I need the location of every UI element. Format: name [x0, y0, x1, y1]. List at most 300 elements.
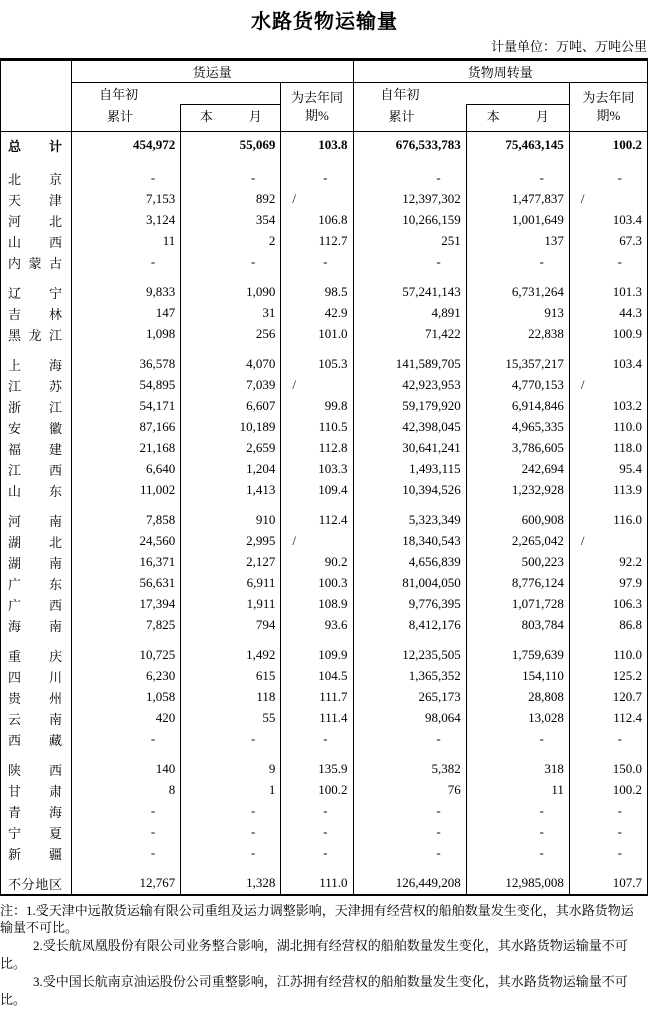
value-cell: -	[569, 729, 647, 750]
region-cell	[1, 231, 72, 252]
value-cell: 1,058	[72, 687, 181, 708]
value-cell: 11	[466, 780, 569, 801]
spacer-cell	[281, 159, 353, 168]
region-label: 重庆	[8, 648, 62, 664]
value-cell: 103.8	[281, 132, 353, 159]
table-row	[1, 645, 648, 666]
value-cell: 4,965,335	[466, 417, 569, 438]
region-label: 福建	[8, 441, 62, 457]
value-cell: 18,340,543	[353, 531, 466, 552]
spacer-row	[1, 273, 648, 282]
value-cell: 892	[181, 189, 281, 210]
value-cell: 104.5	[281, 666, 353, 687]
value-cell: 8	[72, 780, 181, 801]
region-cell	[1, 822, 72, 843]
value-cell: -	[353, 822, 466, 843]
spacer-cell	[72, 636, 181, 645]
value-cell: 4,770,153	[466, 375, 569, 396]
spacer-cell	[281, 501, 353, 510]
region-cell	[1, 666, 72, 687]
value-cell: 913	[466, 303, 569, 324]
value-cell: 110.0	[569, 645, 647, 666]
value-cell: 154,110	[466, 666, 569, 687]
value-cell: 101.0	[281, 324, 353, 345]
value-cell: 103.2	[569, 396, 647, 417]
value-cell: 56,631	[72, 573, 181, 594]
value-cell: 16,371	[72, 552, 181, 573]
header-yoy-percent-turnover	[569, 83, 647, 132]
spacer-cell	[569, 501, 647, 510]
region-cell	[1, 417, 72, 438]
spacer-cell	[281, 636, 353, 645]
table-row	[1, 210, 648, 231]
value-cell: 100.3	[281, 573, 353, 594]
report-page	[0, 5, 649, 1009]
value-cell: 10,266,159	[353, 210, 466, 231]
value-cell: 2,659	[181, 438, 281, 459]
spacer-cell	[1, 273, 72, 282]
value-cell: 103.4	[569, 210, 647, 231]
spacer-cell	[353, 501, 466, 510]
value-cell: 110.0	[569, 417, 647, 438]
table-row	[1, 189, 648, 210]
value-cell: 1,413	[181, 480, 281, 501]
header-current-month-turnover	[466, 105, 569, 132]
value-cell: 111.7	[281, 687, 353, 708]
region-label: 湖北	[8, 534, 62, 550]
table-row	[1, 708, 648, 729]
value-cell: 11	[72, 231, 181, 252]
value-cell: 140	[72, 759, 181, 780]
value-cell: -	[466, 822, 569, 843]
spacer-cell	[281, 750, 353, 759]
value-cell: 24,560	[72, 531, 181, 552]
value-cell: 1,365,352	[353, 666, 466, 687]
region-cell	[1, 708, 72, 729]
region-label: 陕西	[8, 762, 62, 778]
value-cell: 5,382	[353, 759, 466, 780]
spacer-cell	[353, 750, 466, 759]
region-label: 上海	[8, 357, 62, 373]
value-cell: 9,833	[72, 282, 181, 303]
value-cell: 803,784	[466, 615, 569, 636]
spacer-cell	[353, 273, 466, 282]
region-label: 河南	[8, 513, 62, 529]
value-cell: 17,394	[72, 594, 181, 615]
region-label: 山西	[8, 234, 62, 250]
region-label: 贵州	[8, 690, 62, 706]
spacer-cell	[466, 636, 569, 645]
note-3: 3.受中国长航南京油运股份公司重整影响，江苏拥有经营权的船舶数量发生变化，其水路货物运输量不可比。	[0, 974, 628, 1008]
value-cell: 2,127	[181, 552, 281, 573]
table-row	[1, 132, 648, 159]
value-cell: 120.7	[569, 687, 647, 708]
value-cell: -	[181, 843, 281, 864]
value-cell: 30,641,241	[353, 438, 466, 459]
value-cell: 10,725	[72, 645, 181, 666]
value-cell: 354	[181, 210, 281, 231]
value-cell: 1,001,649	[466, 210, 569, 231]
region-label: 云南	[8, 711, 62, 727]
region-label: 内蒙古	[8, 255, 62, 271]
value-cell: 10,189	[181, 417, 281, 438]
value-cell: -	[181, 168, 281, 189]
table-row	[1, 324, 648, 345]
value-cell: 251	[353, 231, 466, 252]
region-label: 广东	[8, 576, 62, 592]
value-cell: 109.4	[281, 480, 353, 501]
region-cell	[1, 573, 72, 594]
yoy-label: 为去年同期%	[290, 89, 343, 123]
value-cell: 126,449,208	[353, 873, 466, 895]
value-cell: -	[72, 729, 181, 750]
spacer-cell	[72, 345, 181, 354]
value-cell: 113.9	[569, 480, 647, 501]
region-cell	[1, 615, 72, 636]
spacer-cell	[353, 345, 466, 354]
unit-note: 计量单位：万吨、万吨公里	[490, 39, 647, 54]
table-header	[1, 60, 648, 132]
table-row	[1, 843, 648, 864]
page-title: 水路货物运输量	[251, 11, 398, 33]
waterway-table	[0, 58, 648, 896]
table-row	[1, 168, 648, 189]
table-row	[1, 510, 648, 531]
value-cell: -	[281, 801, 353, 822]
value-cell: 12,397,302	[353, 189, 466, 210]
region-label: 广西	[8, 597, 62, 613]
value-cell: 112.4	[569, 708, 647, 729]
value-cell: 1,204	[181, 459, 281, 480]
spacer-cell	[72, 864, 181, 873]
spacer-row	[1, 501, 648, 510]
current-month-label: 本月	[199, 109, 262, 124]
value-cell: 112.7	[281, 231, 353, 252]
value-cell: /	[281, 189, 353, 210]
value-cell: 137	[466, 231, 569, 252]
value-cell: 106.3	[569, 594, 647, 615]
value-cell: 28,808	[466, 687, 569, 708]
table-row	[1, 666, 648, 687]
spacer-row	[1, 750, 648, 759]
table-row	[1, 573, 648, 594]
value-cell: 454,972	[72, 132, 181, 159]
region-label: 总计	[8, 138, 62, 154]
value-cell: 910	[181, 510, 281, 531]
region-label: 宁夏	[8, 825, 62, 841]
value-cell: 100.2	[281, 780, 353, 801]
spacer-cell	[569, 273, 647, 282]
value-cell: 6,640	[72, 459, 181, 480]
value-cell: 6,914,846	[466, 396, 569, 417]
spacer-cell	[1, 750, 72, 759]
value-cell: 1,911	[181, 594, 281, 615]
value-cell: 2,995	[181, 531, 281, 552]
table-row	[1, 615, 648, 636]
spacer-cell	[1, 345, 72, 354]
table-row	[1, 252, 648, 273]
table-row	[1, 822, 648, 843]
region-cell	[1, 645, 72, 666]
region-cell	[1, 459, 72, 480]
region-cell	[1, 843, 72, 864]
region-cell	[1, 282, 72, 303]
region-cell	[1, 438, 72, 459]
table-row	[1, 417, 648, 438]
spacer-cell	[181, 864, 281, 873]
value-cell: -	[353, 252, 466, 273]
region-cell	[1, 873, 72, 895]
value-cell: 7,858	[72, 510, 181, 531]
current-month-label: 本月	[486, 109, 549, 124]
value-cell: 36,578	[72, 354, 181, 375]
value-cell: 42,923,953	[353, 375, 466, 396]
value-cell: 116.0	[569, 510, 647, 531]
value-cell: 10,394,526	[353, 480, 466, 501]
value-cell: 54,895	[72, 375, 181, 396]
value-cell: 1	[181, 780, 281, 801]
header-cumulative-turnover: 累计	[388, 109, 415, 124]
spacer-cell	[181, 501, 281, 510]
region-cell	[1, 210, 72, 231]
value-cell: 105.3	[281, 354, 353, 375]
value-cell: 141,589,705	[353, 354, 466, 375]
value-cell: 256	[181, 324, 281, 345]
value-cell: -	[569, 801, 647, 822]
value-cell: -	[281, 252, 353, 273]
value-cell: 110.5	[281, 417, 353, 438]
value-cell: 1,477,837	[466, 189, 569, 210]
table-row	[1, 231, 648, 252]
value-cell: 9	[181, 759, 281, 780]
table-row	[1, 729, 648, 750]
region-label: 北京	[8, 171, 62, 187]
region-label: 海南	[8, 618, 62, 634]
spacer-cell	[1, 159, 72, 168]
spacer-cell	[281, 864, 353, 873]
value-cell: -	[353, 168, 466, 189]
value-cell: /	[569, 189, 647, 210]
value-cell: 3,124	[72, 210, 181, 231]
value-cell: 265,173	[353, 687, 466, 708]
value-cell: 5,323,349	[353, 510, 466, 531]
spacer-cell	[466, 345, 569, 354]
value-cell: 13,028	[466, 708, 569, 729]
value-cell: 11,002	[72, 480, 181, 501]
region-label: 甘肃	[8, 783, 62, 799]
value-cell: 90.2	[281, 552, 353, 573]
value-cell: 150.0	[569, 759, 647, 780]
spacer-cell	[353, 159, 466, 168]
note-1: 注：1.受天津中远散货运输有限公司重组及运力调整影响，天津拥有经营权的船舶数量发生变化，其水路货物运输量不可比。	[0, 902, 634, 936]
region-label: 天津	[8, 192, 62, 208]
value-cell: 98,064	[353, 708, 466, 729]
value-cell: -	[72, 822, 181, 843]
value-cell: 71,422	[353, 324, 466, 345]
table-row	[1, 552, 648, 573]
value-cell: -	[569, 168, 647, 189]
value-cell: 1,328	[181, 873, 281, 895]
region-label: 不分地区	[8, 876, 62, 892]
spacer-cell	[466, 501, 569, 510]
region-cell	[1, 324, 72, 345]
region-cell	[1, 510, 72, 531]
table-row	[1, 759, 648, 780]
region-cell	[1, 801, 72, 822]
spacer-cell	[353, 864, 466, 873]
region-cell	[1, 168, 72, 189]
value-cell: 2	[181, 231, 281, 252]
value-cell: /	[569, 531, 647, 552]
region-cell	[1, 375, 72, 396]
region-cell	[1, 780, 72, 801]
value-cell: 95.4	[569, 459, 647, 480]
region-label: 江苏	[8, 378, 62, 394]
spacer-cell	[466, 750, 569, 759]
region-label: 黑龙江	[8, 327, 62, 343]
spacer-cell	[181, 636, 281, 645]
spacer-cell	[1, 636, 72, 645]
spacer-row	[1, 159, 648, 168]
region-cell	[1, 552, 72, 573]
value-cell: /	[281, 375, 353, 396]
table-row	[1, 780, 648, 801]
value-cell: 125.2	[569, 666, 647, 687]
header-since-year-start-freight: 自年初	[99, 87, 139, 102]
spacer-cell	[466, 864, 569, 873]
value-cell: 2,265,042	[466, 531, 569, 552]
value-cell: -	[353, 801, 466, 822]
value-cell: -	[466, 729, 569, 750]
spacer-cell	[1, 501, 72, 510]
spacer-cell	[1, 864, 72, 873]
value-cell: 111.4	[281, 708, 353, 729]
region-cell	[1, 132, 72, 159]
note-2: 2.受长航凤凰股份有限公司业务整合影响，湖北拥有经营权的船舶数量发生变化，其水路货物运输量不可比。	[0, 938, 628, 972]
value-cell: 87,166	[72, 417, 181, 438]
value-cell: -	[181, 252, 281, 273]
value-cell: 106.8	[281, 210, 353, 231]
table-row	[1, 687, 648, 708]
region-label: 湖南	[8, 555, 62, 571]
value-cell: 615	[181, 666, 281, 687]
region-label: 浙江	[8, 399, 62, 415]
value-cell: 101.3	[569, 282, 647, 303]
value-cell: 147	[72, 303, 181, 324]
value-cell: -	[181, 801, 281, 822]
value-cell: -	[466, 168, 569, 189]
value-cell: 103.4	[569, 354, 647, 375]
value-cell: -	[72, 252, 181, 273]
spacer-cell	[466, 159, 569, 168]
value-cell: 67.3	[569, 231, 647, 252]
spacer-cell	[72, 273, 181, 282]
value-cell: 42,398,045	[353, 417, 466, 438]
table-row	[1, 801, 648, 822]
region-label: 山东	[8, 483, 62, 499]
table-row	[1, 594, 648, 615]
spacer-cell	[466, 273, 569, 282]
region-cell	[1, 531, 72, 552]
value-cell: /	[281, 531, 353, 552]
value-cell: 318	[466, 759, 569, 780]
value-cell: 12,235,505	[353, 645, 466, 666]
value-cell: -	[569, 252, 647, 273]
spacer-cell	[281, 345, 353, 354]
region-cell	[1, 729, 72, 750]
spacer-cell	[72, 750, 181, 759]
spacer-cell	[353, 636, 466, 645]
table-row	[1, 303, 648, 324]
region-cell	[1, 396, 72, 417]
value-cell: -	[569, 843, 647, 864]
value-cell: 42.9	[281, 303, 353, 324]
value-cell: /	[569, 375, 647, 396]
value-cell: 9,776,395	[353, 594, 466, 615]
value-cell: 97.9	[569, 573, 647, 594]
group-header-freight-volume: 货运量	[72, 60, 353, 83]
value-cell: 98.5	[281, 282, 353, 303]
value-cell: 57,241,143	[353, 282, 466, 303]
value-cell: 31	[181, 303, 281, 324]
spacer-cell	[181, 159, 281, 168]
value-cell: 4,070	[181, 354, 281, 375]
value-cell: -	[353, 843, 466, 864]
region-cell	[1, 480, 72, 501]
table-row	[1, 873, 648, 895]
value-cell: -	[569, 822, 647, 843]
spacer-cell	[281, 273, 353, 282]
value-cell: 93.6	[281, 615, 353, 636]
value-cell: 6,911	[181, 573, 281, 594]
value-cell: 81,004,050	[353, 573, 466, 594]
value-cell: 1,071,728	[466, 594, 569, 615]
region-label: 新疆	[8, 846, 62, 862]
footnotes	[0, 902, 640, 1009]
value-cell: 112.8	[281, 438, 353, 459]
table-row	[1, 375, 648, 396]
header-current-month-freight	[181, 105, 281, 132]
value-cell: 4,891	[353, 303, 466, 324]
value-cell: 676,533,783	[353, 132, 466, 159]
value-cell: 86.8	[569, 615, 647, 636]
value-cell: 55,069	[181, 132, 281, 159]
table-row	[1, 459, 648, 480]
value-cell: 75,463,145	[466, 132, 569, 159]
value-cell: 99.8	[281, 396, 353, 417]
spacer-cell	[569, 159, 647, 168]
value-cell: -	[72, 843, 181, 864]
spacer-row	[1, 345, 648, 354]
value-cell: 108.9	[281, 594, 353, 615]
value-cell: -	[281, 843, 353, 864]
region-column-header	[1, 60, 72, 132]
value-cell: -	[281, 822, 353, 843]
value-cell: 54,171	[72, 396, 181, 417]
region-label: 河北	[8, 213, 62, 229]
region-label: 西藏	[8, 732, 62, 748]
table-body	[1, 132, 648, 895]
region-cell	[1, 189, 72, 210]
value-cell: 21,168	[72, 438, 181, 459]
value-cell: 112.4	[281, 510, 353, 531]
value-cell: 1,090	[181, 282, 281, 303]
region-label: 安徽	[8, 420, 62, 436]
spacer-cell	[569, 636, 647, 645]
table-row	[1, 282, 648, 303]
spacer-cell	[181, 345, 281, 354]
value-cell: 7,825	[72, 615, 181, 636]
